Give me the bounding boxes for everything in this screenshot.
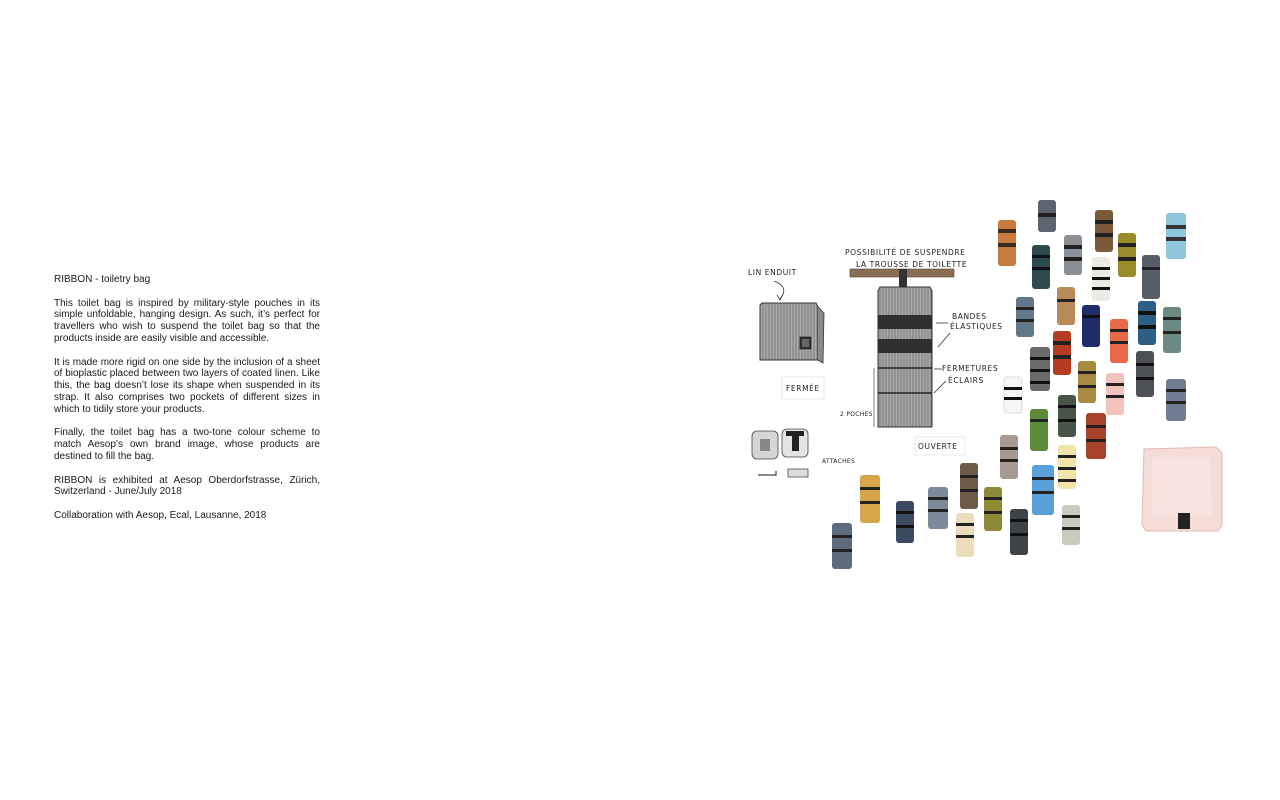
colour-swatch xyxy=(1053,331,1071,375)
colour-swatch xyxy=(832,523,852,569)
description-column xyxy=(54,274,320,534)
colour-swatch xyxy=(1032,245,1050,289)
colour-swatch xyxy=(1030,347,1050,391)
paragraph-rigidity: It is made more rigid on one side by the inclusion of a sheet of bioplastic placed between two layers of coated linen. Like this, the bag doesn’t lose its shape when suspended in its strap. It also comprises two pockets of different sizes in which to tidily store your products. xyxy=(54,356,320,415)
colour-swatch xyxy=(1092,257,1110,301)
label-fermee: FERMÉE xyxy=(786,384,820,393)
colour-swatch xyxy=(1004,377,1022,413)
sketch-illustration xyxy=(720,195,1230,575)
paragraph-collaboration: Collaboration with Aesop, Ecal, Lausanne, 2018 xyxy=(54,509,267,521)
pink-bag-drawing xyxy=(1142,447,1222,531)
colour-swatch xyxy=(1058,445,1076,489)
label-lin-enduit: LIN ENDUIT xyxy=(748,268,797,277)
colour-swatch xyxy=(1106,373,1124,415)
colour-swatch xyxy=(998,220,1016,266)
open-bag-drawing xyxy=(850,269,954,427)
colour-swatch xyxy=(1010,509,1028,555)
label-poches: 2 POCHES xyxy=(840,411,873,418)
colour-swatch xyxy=(1078,361,1096,403)
colour-swatch xyxy=(984,487,1002,531)
label-fermetures-line1: FERMETURES xyxy=(942,364,999,373)
label-fermetures-line2: ÉCLAIRS xyxy=(948,376,984,385)
colour-swatch xyxy=(1136,351,1154,397)
colour-swatch xyxy=(860,475,880,523)
document-title: RIBBON - toiletry bag xyxy=(54,274,151,285)
colour-swatch xyxy=(1032,465,1054,515)
colour-swatch xyxy=(1058,395,1076,437)
label-attaches: ATTACHES xyxy=(822,458,856,465)
paragraph-colour: Finally, the toilet bag has a two-tone colour scheme to match Aesop’s own brand image, whose products are destined to fill the bag. xyxy=(54,427,320,462)
colour-swatch xyxy=(1062,505,1080,545)
paragraph-exhibition: RIBBON is exhibited at Aesop Oberdorfstrasse, Zürich, Switzerland - June/July 2018 xyxy=(54,474,320,498)
colour-swatch xyxy=(1095,210,1113,252)
label-suspend-line2: LA TROUSSE DE TOILETTE xyxy=(856,260,968,269)
colour-swatch xyxy=(956,513,974,557)
colour-swatch xyxy=(1142,255,1160,299)
attachments-drawing xyxy=(752,429,808,477)
colour-swatch xyxy=(1064,235,1082,275)
colour-swatch xyxy=(1082,305,1100,347)
colour-swatch xyxy=(1118,233,1136,277)
colour-swatch xyxy=(1000,435,1018,479)
label-bandes-line1: BANDES xyxy=(952,312,987,321)
colour-swatch xyxy=(1163,307,1181,353)
colour-swatch xyxy=(896,501,914,543)
colour-swatch xyxy=(1016,297,1034,337)
colour-swatch xyxy=(1086,413,1106,459)
colour-swatch xyxy=(1038,200,1056,232)
closed-bag-drawing xyxy=(760,303,824,363)
label-bandes-line2: ÉLASTIQUES xyxy=(950,322,1003,331)
colour-swatch xyxy=(928,487,948,529)
colour-swatch xyxy=(1030,409,1048,451)
label-suspend-line1: POSSIBILITÉ DE SUSPENDRE xyxy=(845,248,966,257)
paragraph-inspiration: This toilet bag is inspired by military-style pouches in its simple unfoldable, hanging design. As such, it’s perfect for travellers who wish to suspend the toilet bag so that the products inside are easily visible and accessible. xyxy=(54,297,320,344)
colour-swatch xyxy=(1166,213,1186,259)
colour-swatch xyxy=(1057,287,1075,325)
label-ouverte: OUVERTE xyxy=(918,442,958,451)
colour-swatch xyxy=(1138,301,1156,345)
colour-swatch xyxy=(1166,379,1186,421)
colour-swatch xyxy=(960,463,978,509)
colour-swatch xyxy=(1110,319,1128,363)
